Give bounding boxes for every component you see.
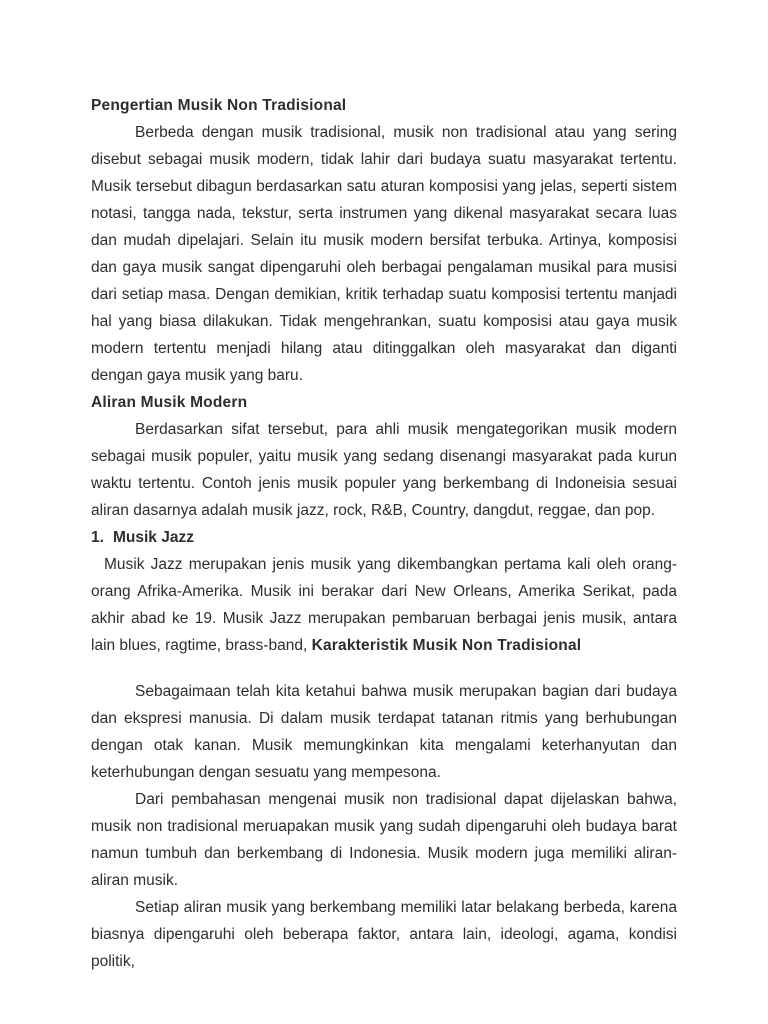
list-item-musik-jazz: [91, 524, 677, 551]
paragraph-musik-jazz: [91, 551, 677, 659]
list-title: Musik Jazz: [113, 529, 194, 546]
paragraph-aliran: Berdasarkan sifat tersebut, para ahli musik mengategorikan musik modern sebagai musik populer, yaitu musik yang sedang disenangi masyarakat pada kurun waktu tertentu. Contoh jenis musik populer yang berkembang di Indoneisia sesuai aliran dasarnya adalah musik jazz, rock, R&B, Country, dangdut, reggae, dan pop.: [91, 421, 677, 519]
paragraph-karakteristik: Sebagaimaan telah kita ketahui bahwa musik merupakan bagian dari budaya dan ekspresi manusia. Di dalam musik terdapat tatanan ritmis yang berhubungan dengan otak kanan. Musik memungkinkan kita mengalami keterhanyutan dan keterhubungan dengan sesuatu yang mempesona.: [91, 683, 677, 781]
heading-pengertian-musik-non-tradisional: Pengertian Musik Non Tradisional: [91, 97, 347, 114]
paragraph-setiap-aliran: Setiap aliran musik yang berkembang memiliki latar belakang berbeda, karena biasnya dipengaruhi oleh beberapa faktor, antara lain, ideologi, agama, kondisi politik,: [91, 899, 677, 970]
heading-aliran-musik-modern: Aliran Musik Modern: [91, 394, 248, 411]
list-number: 1.: [91, 529, 104, 546]
inline-heading-karakteristik: Karakteristik Musik Non Tradisional: [311, 637, 582, 654]
paragraph-dari-pembahasan: Dari pembahasan mengenai musik non tradisional dapat dijelaskan bahwa, musik non tradisional meruapakan musik yang sudah dipengaruhi oleh budaya barat namun tumbuh dan berkembang di Indonesia. Musik modern juga memiliki aliran-aliran musik.: [91, 791, 677, 889]
paragraph-pengertian: Berbeda dengan musik tradisional, musik non tradisional atau yang sering disebut sebagai musik modern, tidak lahir dari budaya suatu masyarakat tertentu. Musik tersebut dibagun berdasarkan satu aturan komposisi yang jelas, seperti sistem notasi, tangga nada, tekstur, serta instrumen yang dikenal masyarakat secara luas dan mudah dipelajari. Selain itu musik modern bersifat terbuka. Artinya, komposisi dan gaya musik sangat dipengaruhi oleh berbagai pengalaman musikal para musisi dari setiap masa. Dengan demikian, kritik terhadap suatu komposisi tertentu manjadi hal yang biasa dilakukan. Tidak mengehrankan, suatu komposisi atau gaya musik modern tertentu menjadi hilang atau ditinggalkan oleh masyarakat dan diganti dengan gaya musik yang baru.: [91, 124, 677, 384]
paragraph-musik-jazz-text: Musik Jazz merupakan jenis musik yang dikembangkan pertama kali oleh orang-orang Afrika-Amerika. Musik ini berakar dari New Orleans, Amerika Serikat, pada akhir abad ke 19. Musik Jazz merupakan pembaruan berbagai jenis musik, antara lain blues, ragtime, brass-band,: [91, 556, 677, 654]
